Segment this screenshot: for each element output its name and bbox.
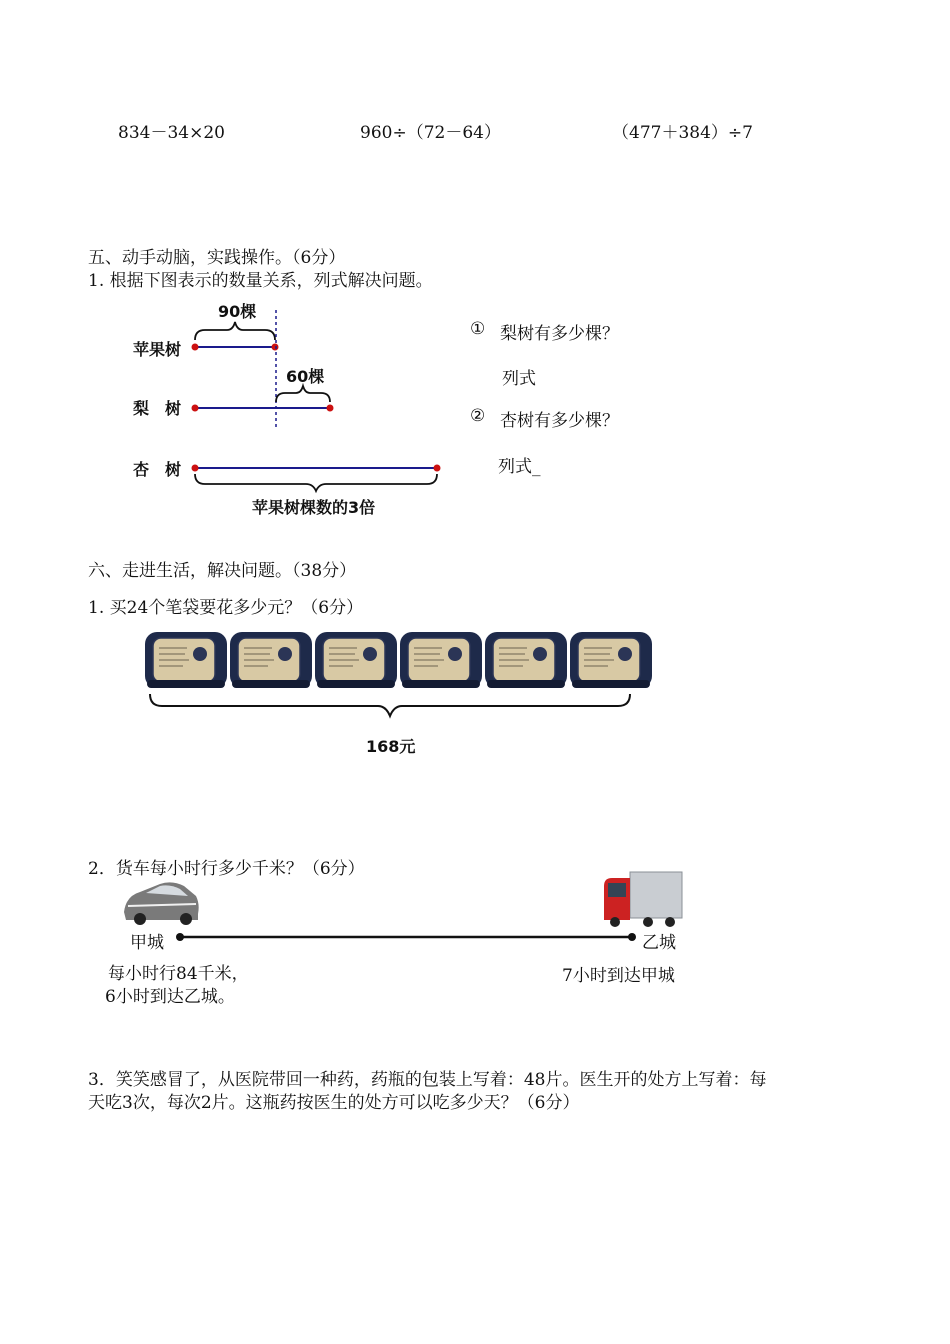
label-apricot-tree: 杏 树 bbox=[133, 460, 182, 479]
car-icon bbox=[124, 882, 199, 925]
car-info-1: 每小时行84千米， bbox=[108, 964, 249, 984]
section6-question-3-line-1: 3．笑笑感冒了，从医院带回一种药，药瓶的包装上写着：48片。医生开的处方上写着：每 bbox=[88, 1070, 767, 1090]
calc-2: 960÷（72－64） bbox=[360, 123, 501, 143]
route-dot-b bbox=[628, 933, 636, 941]
formula-label-1: 列式 bbox=[502, 369, 536, 389]
section6-heading: 六、走进生活，解决问题。（38分） bbox=[88, 561, 357, 581]
label-90: 90棵 bbox=[218, 302, 257, 321]
calc-3: （477＋384）÷7 bbox=[612, 123, 753, 143]
sub-question-2: 杏树有多少棵？ bbox=[500, 411, 619, 431]
price-label: 168元 bbox=[366, 737, 416, 756]
label-60: 60棵 bbox=[286, 367, 325, 386]
sub-question-1: 梨树有多少棵？ bbox=[500, 324, 619, 344]
section5-heading: 五、动手动脑，实践操作。（6分） bbox=[88, 248, 346, 268]
route-dot-a bbox=[176, 933, 184, 941]
city-a-label: 甲城 bbox=[130, 933, 164, 953]
sub-question-1-number: ① bbox=[470, 319, 486, 339]
section6-question-2: 2．货车每小时行多少千米？（6分） bbox=[88, 859, 365, 879]
label-pear-tree: 梨 树 bbox=[133, 399, 182, 418]
truck-info: 7小时到达甲城 bbox=[562, 966, 675, 986]
formula-label-2: 列式_ bbox=[498, 457, 541, 477]
calc-1: 834－34×20 bbox=[118, 123, 225, 143]
city-b-label: 乙城 bbox=[642, 933, 676, 953]
label-bottom-brace: 苹果树棵数的3倍 bbox=[252, 498, 376, 517]
label-apple-tree: 苹果树 bbox=[133, 340, 182, 359]
sub-question-2-number: ② bbox=[470, 406, 486, 426]
section5-question-1: 1. 根据下图表示的数量关系，列式解决问题。 bbox=[88, 271, 433, 291]
section6-question-1: 1. 买24个笔袋要花多少元？（6分） bbox=[88, 598, 364, 618]
section6-question-3-line-2: 天吃3次，每次2片。这瓶药按医生的处方可以吃多少天？（6分） bbox=[88, 1093, 580, 1113]
truck-icon bbox=[604, 872, 682, 927]
car-info-2: 6小时到达乙城。 bbox=[105, 987, 235, 1007]
